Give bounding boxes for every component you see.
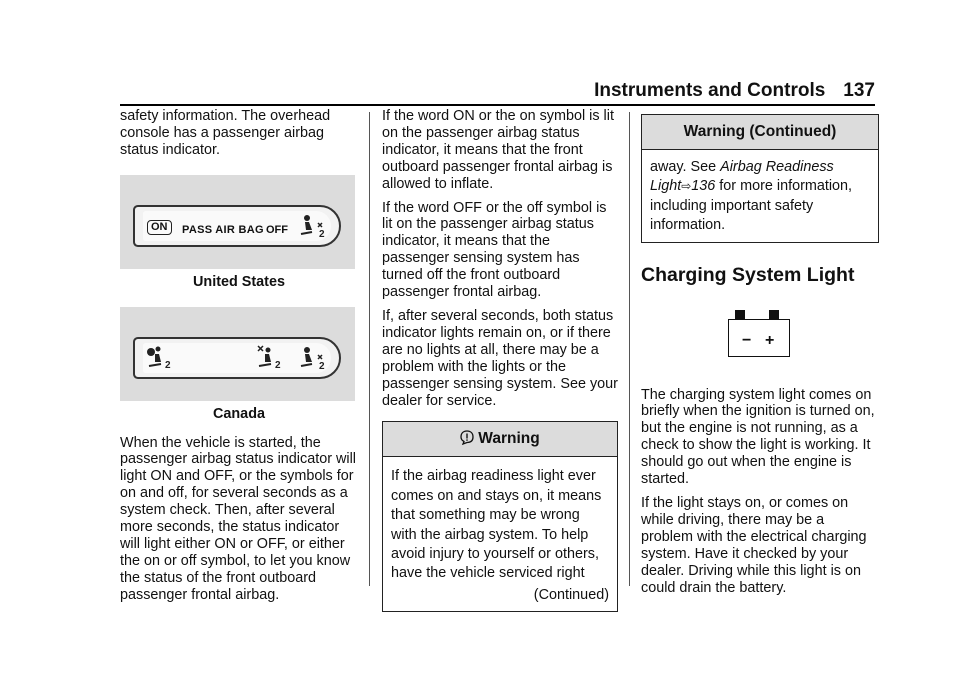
warning-continued-body: away. See Airbag Readiness Light⇨136 for more information, including important safety information. (650, 159, 853, 234)
airbag-off-icon (298, 345, 328, 371)
warning-continued-box (641, 114, 879, 243)
warning-icon (460, 430, 474, 445)
svg-text:2: 2 (275, 359, 281, 371)
charging-intro-paragraph: The charging system light comes on briefly when the ignition is turned on, but the engine is not running, as a check to show the light is working. It should go out when the engine is started. (641, 386, 875, 488)
column-2 (382, 108, 618, 612)
indicator-bar (133, 337, 341, 379)
warning-header (383, 422, 617, 457)
startup-check-paragraph: When the vehicle is started, the passenger airbag status indicator will light ON and OFF, or the symbols for on and off, for several seconds as a system check. Then, after several more seconds, the status indicator will light either ON or OFF, or either the on or off symbol, to let you know the status of the front outboard passenger frontal airbag. (120, 434, 356, 603)
header-rule (120, 104, 875, 106)
on-status-paragraph: If the word ON or the on symbol is lit on the passenger airbag status indicator, it means that the front outboard passenger frontal airbag is allowed to inflate. (382, 108, 614, 192)
page-header (0, 80, 875, 102)
svg-text:2: 2 (165, 359, 171, 371)
continued-label: (Continued) (533, 586, 609, 603)
minus-sign: − (742, 331, 752, 349)
intro-paragraph: safety information. The overhead console has a passenger airbag status indicator. (120, 108, 331, 158)
airbag-off-icon (255, 345, 285, 371)
on-label: ON (147, 220, 172, 235)
indicator-bar (133, 205, 341, 247)
warning-body: If the airbag readiness light ever comes on and stays on, it means that something may be wrong with the airbag system. To help avoid injury to yourself or others, have the vehicle serviced right (391, 468, 602, 582)
charging-light-figure (641, 309, 879, 387)
column-divider (369, 112, 370, 586)
battery-terminal (769, 310, 779, 320)
column-1 (120, 108, 358, 611)
page-ref-arrow: ⇨ (681, 179, 692, 194)
off-label: OFF (266, 223, 288, 236)
battery-icon (728, 319, 790, 357)
warning-title: Warning (478, 430, 540, 448)
canada-caption: Canada (213, 405, 265, 422)
svg-text:2: 2 (319, 360, 325, 371)
section-heading: Charging System Light (641, 263, 855, 286)
airbag-off-icon (298, 213, 328, 239)
warning-box (382, 421, 618, 612)
page-ref-link[interactable]: 136 (691, 178, 716, 195)
section-title: Instruments and Controls (594, 80, 826, 101)
plus-sign: + (765, 331, 775, 349)
us-indicator-image (120, 175, 355, 269)
both-lights-paragraph: If, after several seconds, both status indicator lights remain on, or if there are no lights at all, there may be a problem with the lights or the passenger sensing system. See your dealer for service. (382, 307, 618, 409)
battery-terminal (735, 310, 745, 320)
column-divider (629, 112, 630, 586)
page-number: 137 (843, 80, 875, 101)
airbag-on-icon (145, 345, 175, 371)
us-caption: United States (193, 273, 285, 290)
pass-airbag-label: PASS AIR BAG (182, 223, 264, 236)
canada-indicator-image (120, 307, 355, 401)
off-status-paragraph: If the word OFF or the off symbol is lit on the passenger airbag status indicator, it means that the passenger sensing system has turned off the front outboard passenger frontal airbag. (382, 199, 607, 301)
airbag-readiness-link[interactable]: Airbag Readiness Light (650, 159, 834, 195)
svg-text:2: 2 (319, 228, 325, 239)
column-3 (641, 108, 879, 603)
charging-warning-paragraph: If the light stays on, or comes on while driving, there may be a problem with the electrical charging system. Have it checked by your dealer. Driving while this light is on could drain the battery. (641, 494, 867, 596)
warning-continued-header: Warning (Continued) (642, 115, 878, 150)
